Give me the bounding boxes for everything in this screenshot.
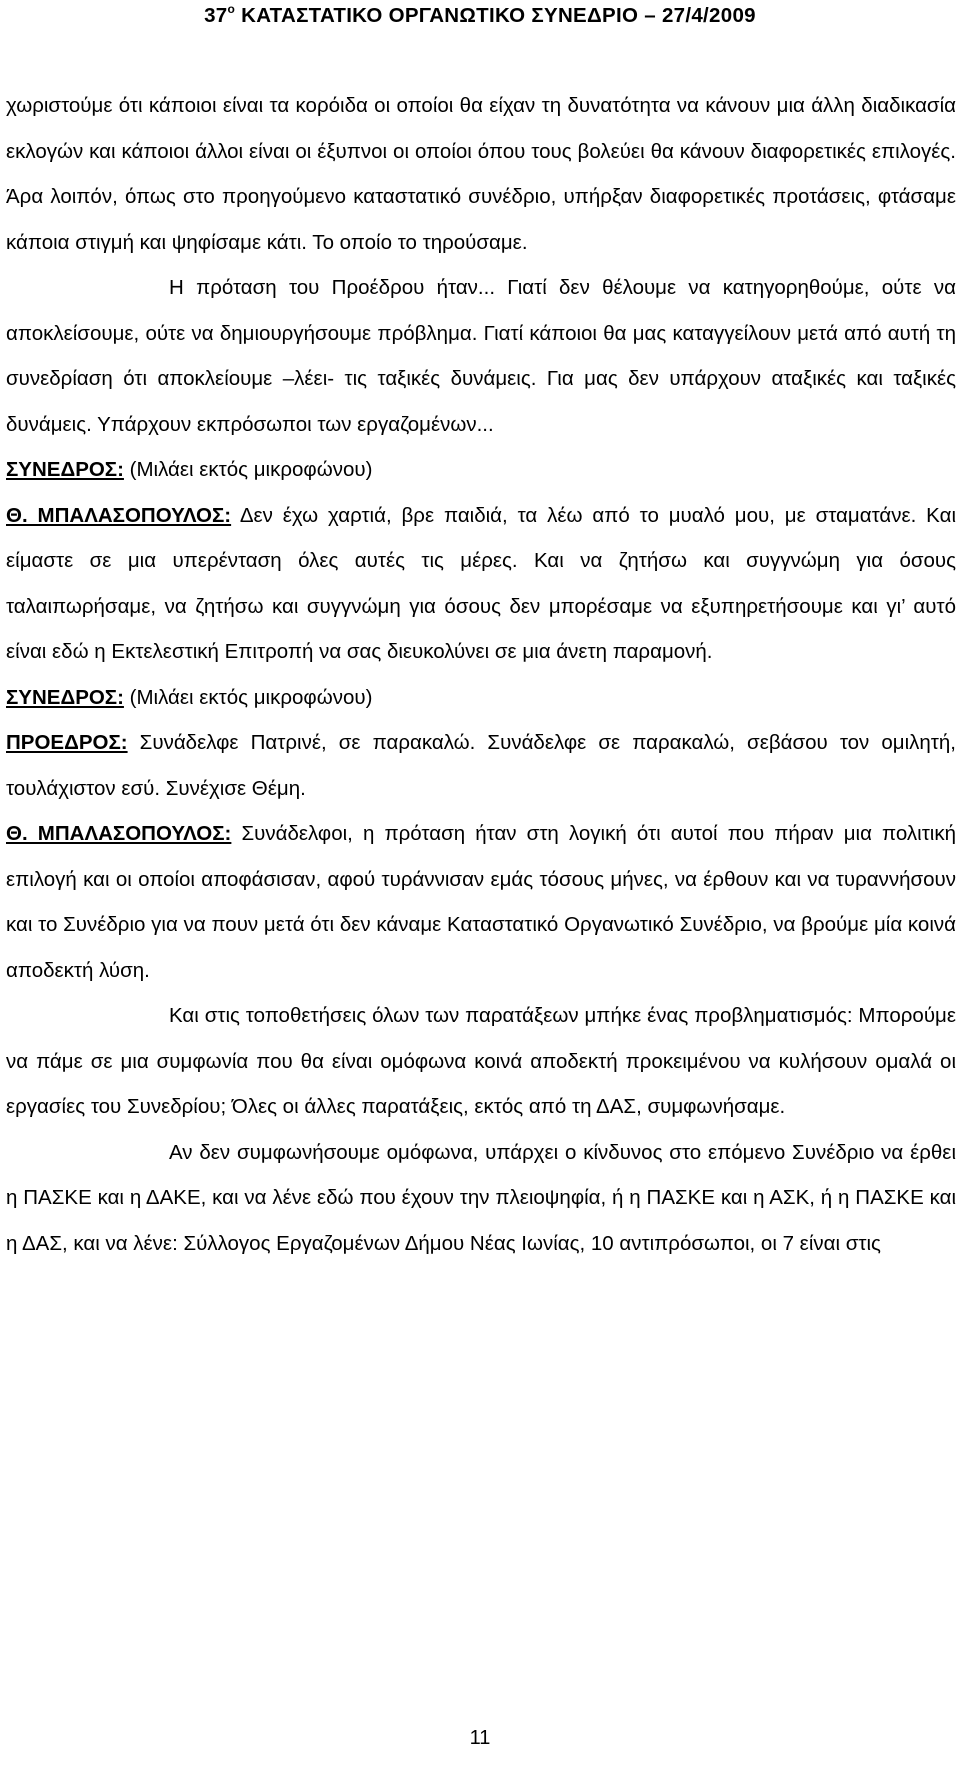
paragraph-6	[6, 720, 956, 811]
paragraph-4	[6, 493, 956, 675]
paragraph-9: Αν δεν συμφωνήσουμε ομόφωνα, υπάρχει ο κίνδυνος στο επόμενο Συνέδριο να έρθει η ΠΑΣΚΕ και η ΔΑΚΕ, και να λένε εδώ που έχουν την πλειοψηφία, ή η ΠΑΣΚΕ και η ΑΣΚ, ή η ΠΑΣΚΕ και η ΔΑΣ, και να λένε: Σύλλογος Εργαζομένων Δήμου Νέας Ιωνίας, 10 αντιπρόσωποι, οι 7 είναι στις	[6, 1140, 956, 1255]
speech-text: (Μιλάει εκτός μικροφώνου)	[123, 458, 373, 481]
header-number: 37	[204, 4, 228, 27]
speech-text: Δεν έχω χαρτιά, βρε παιδιά, τα λέω από το μυαλό μου, με σταματάνε. Και είμαστε σε μια υπερένταση όλες αυτές τις μέρες. Και να ζητήσω και συγγνώμη για όσους ταλαιπωρήσαμε, να ζητήσω και συγγνώμη για όσους δεν μπορέσαμε να εξυπηρετήσουμε και γι’ αυτό είναι εδώ η Εκτελεστική Επιτροπή να σας διευκολύνει σε μια άνετη παραμονή.	[6, 503, 957, 663]
paragraph-7	[6, 811, 956, 993]
speech-text: Συνάδελφε Πατρινέ, σε παρακαλώ. Συνάδελφε σε παρακαλώ, σεβάσου τον ομιλητή, τουλάχιστον εσύ. Συνέχισε Θέμη.	[6, 731, 956, 800]
document-body	[6, 83, 956, 1266]
paragraph-5	[6, 675, 956, 721]
header-title: ΚΑΤΑΣΤΑΤΙΚΟ ΟΡΓΑΝΩΤΙΚΟ ΣΥΝΕΔΡΙΟ – 27/4/2009	[235, 4, 756, 27]
paragraph-2: Η πρόταση του Προέδρου ήταν... Γιατί δεν θέλουμε να κατηγορηθούμε, ούτε να αποκλείσουμε, ούτε να δημιουργήσουμε πρόβλημα. Γιατί κάποιοι θα μας καταγγείλουν μετά από αυτή τη συνεδρίαση ότι αποκλείουμε –λέει- τις ταξικές δυνάμεις. Για μας δεν υπάρχουν αταξικές και ταξικές δυνάμεις. Υπάρχουν εκπρόσωποι των εργαζομένων...	[6, 276, 956, 436]
paragraph-3	[6, 447, 956, 493]
speaker-label: Θ. ΜΠΑΛΑΣΟΠΟΥΛΟΣ:	[6, 822, 232, 845]
speaker-label: Θ. ΜΠΑΛΑΣΟΠΟΥΛΟΣ:	[6, 503, 232, 527]
speaker-label: ΣΥΝΕΔΡΟΣ:	[6, 685, 124, 709]
page-header	[0, 4, 960, 28]
speaker-label: ΣΥΝΕΔΡΟΣ:	[6, 458, 124, 481]
speech-text: (Μιλάει εκτός μικροφώνου)	[123, 685, 373, 709]
paragraph-1: χωριστούμε ότι κάποιοι είναι τα κορόιδα οι οποίοι θα είχαν τη δυνατότητα να κάνουν μια άλλη διαδικασία εκλογών και κάποιοι άλλοι είναι οι έξυπνοι οι οποίοι όπου τους βολεύει θα κάνουν διαφορετικές επιλογές. Άρα λοιπόν, όπως στο προηγούμενο καταστατικό συνέδριο, υπήρξαν διαφορετικές προτάσεις, φτάσαμε κάποια στιγμή και ψηφίσαμε κάτι. Το οποίο το τηρούσαμε.	[6, 94, 956, 254]
paragraph-8: Και στις τοποθετήσεις όλων των παρατάξεων μπήκε ένας προβληματισμός: Μπορούμε να πάμε σε μια συμφωνία που θα είναι ομόφωνα κοινά αποδεκτή προκειμένου να κυλήσουν ομαλά οι εργασίες του Συνεδρίου; Όλες οι άλλες παρατάξεις, εκτός από τη ΔΑΣ, συμφωνήσαμε.	[6, 1004, 956, 1118]
speaker-label: ΠΡΟΕΔΡΟΣ:	[6, 731, 128, 754]
speech-text: Συνάδελφοι, η πρόταση ήταν στη λογική ότι αυτοί που πήραν μια πολιτική επιλογή και οι οποίοι αποφάσισαν, αφού τυράννισαν εμάς τόσους μήνες, να έρθουν και να τυραννήσουν και το Συνέδριο για να πουν μετά ότι δεν κάναμε Καταστατικό Οργανωτικό Συνέδριο, να βρούμε μία κοινά αποδεκτή λύση.	[6, 822, 957, 982]
page-number: 11	[469, 1727, 491, 1749]
header-superscript: ο	[227, 2, 236, 16]
